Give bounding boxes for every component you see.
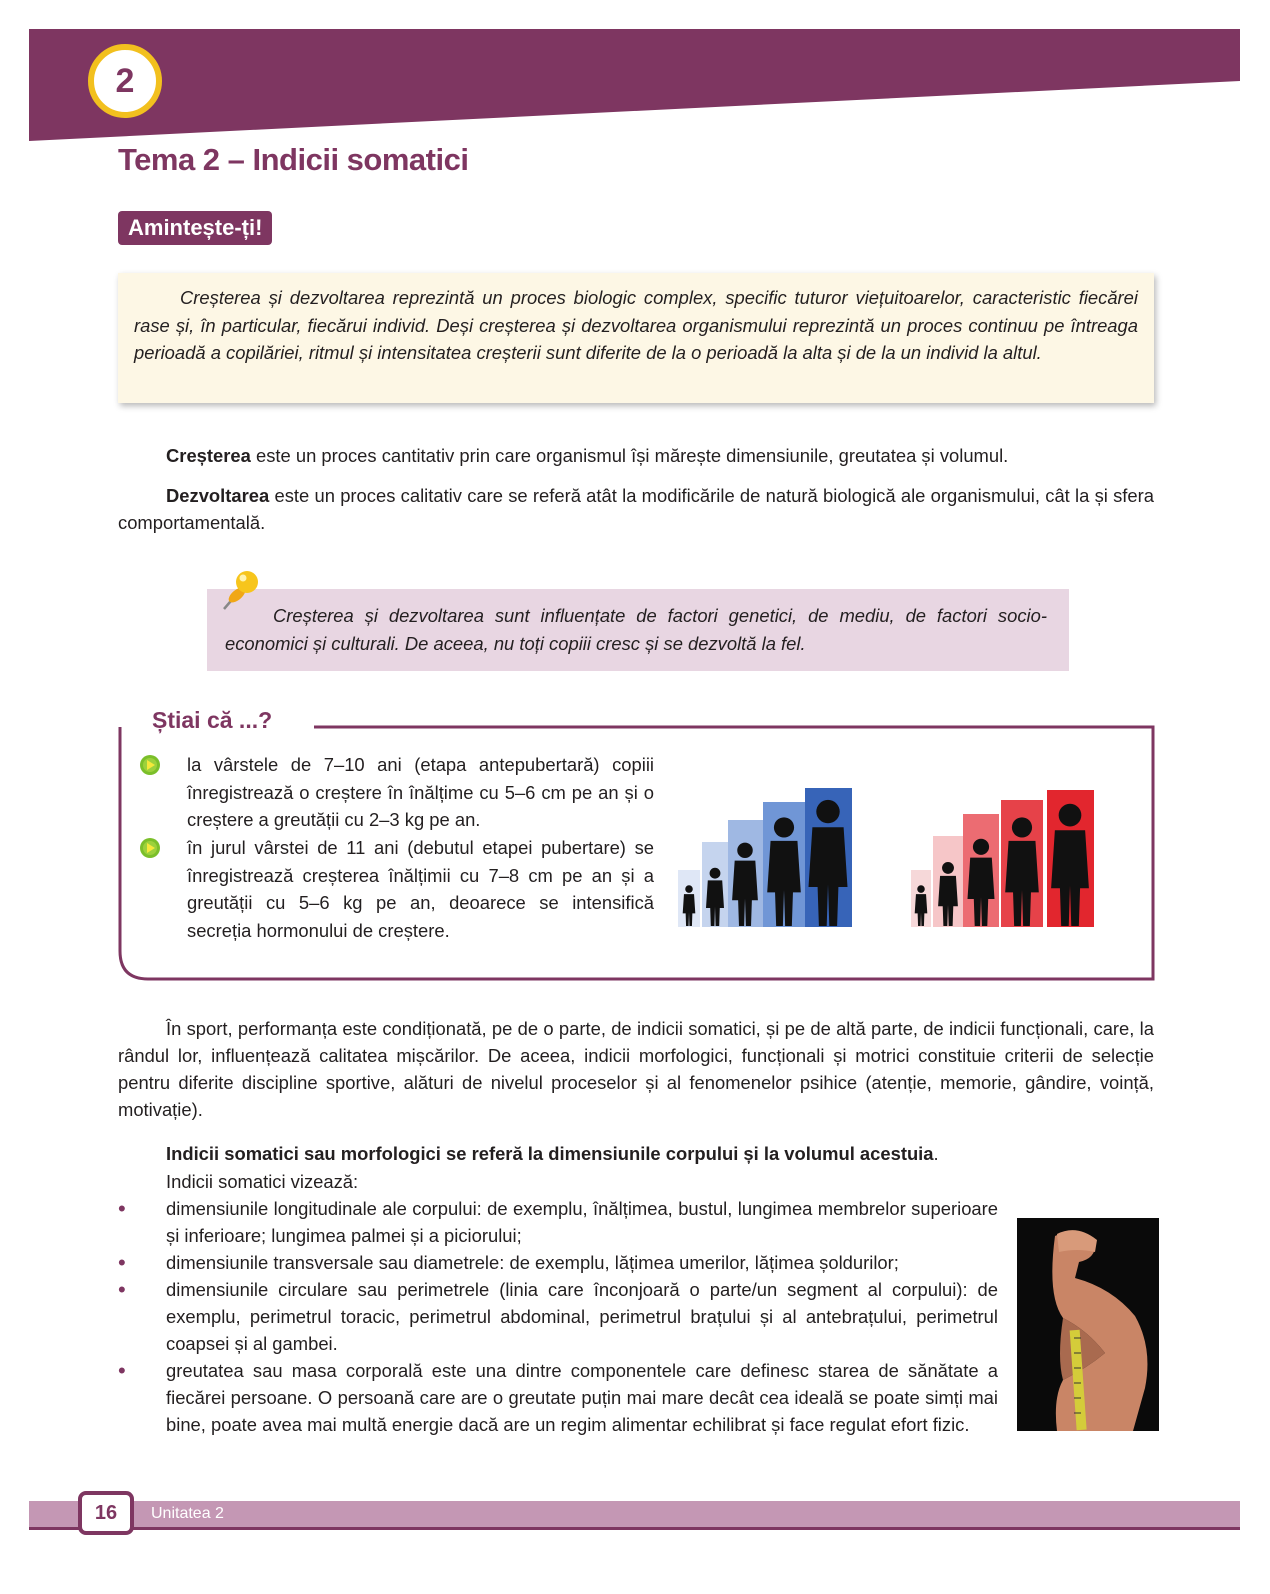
bullet-dot-icon: •	[118, 1250, 126, 1275]
growth-definition	[118, 442, 1154, 469]
footer-unit-label: Unitatea 2	[151, 1505, 224, 1522]
bullet-dot-icon: •	[118, 1277, 126, 1302]
bullet-dot-icon: •	[118, 1196, 126, 1221]
list-item-text: dimensiunile longitudinale ale corpului: de exemplu, înălțimea, bustul, lungimea membrelor superioare și inferioare; lungimea palmei și a piciorului;	[166, 1198, 998, 1246]
list-item	[118, 1357, 998, 1438]
remember-label: Amintește-ți!	[118, 211, 272, 245]
list-item	[118, 1276, 998, 1357]
list-item-text: dimensiunile circulare sau perimetrele (linia care înconjoară o parte/un segment al corpului): de exemplu, perimetrul toracic, perimetrul abdominal, perimetrul brațului și al antebrațului, perimetrul coapsei și al gambei.	[166, 1279, 998, 1354]
somatic-lead-end: .	[933, 1143, 939, 1164]
growth-silhouettes-illustration	[668, 770, 1146, 930]
note-box	[207, 589, 1069, 671]
play-bullet-icon	[139, 754, 161, 776]
page-number-text: 16	[94, 1501, 118, 1524]
chapter-number: 2	[115, 61, 135, 100]
growth-term: Creșterea	[166, 445, 251, 466]
intro-text: Creșterea și dezvoltarea reprezintă un proces biologic complex, specific tuturor viețuitoarelor, caracteristic fiecărei rase și, în particular, fiecărui individ. Deși creșterea și dezvoltarea organismului reprezintă un proces continuu pe întreaga perioadă a copilăriei, ritmul și intensitatea creșterii sunt diferite de la o perioadă la alta și de la un individ la altul.	[134, 287, 1138, 363]
growth-text: este un proces cantitativ prin care organismul își mărește dimensiunile, greutatea și volumul.	[250, 445, 1009, 466]
female-growth-group	[911, 790, 1094, 927]
chapter-badge	[88, 44, 162, 118]
development-text: este un proces calitativ care se referă atât la modificările de natură biologică ale organismului, cât la și sfera comportamentală.	[118, 485, 1154, 533]
development-term: Dezvoltarea	[166, 485, 270, 506]
pushpin-icon	[218, 569, 262, 613]
somatic-lead-bold: Indicii somatici sau morfologici se referă la dimensiunile corpului și la volumul acestuia	[166, 1143, 934, 1164]
development-definition	[118, 482, 1154, 536]
header-band	[29, 29, 1240, 141]
somatic-target-intro: Indicii somatici vizează:	[166, 1171, 359, 1192]
list-item-text: greutatea sau masa corporală este una dintre componentele care definesc starea de sănătate a fiecărei persoane. O persoană care are o greutate puțin mai mare decât cea ideală se poate simți mai bine, poate avea mai multă energie dacă are un regim alimentar echilibrat și face regulat efort fizic.	[166, 1360, 998, 1435]
did-you-know-title: Știai că ...?	[148, 707, 282, 734]
bullet-dot-icon: •	[118, 1358, 126, 1383]
list-item	[118, 1249, 998, 1276]
list-item	[118, 1195, 998, 1249]
intro-box	[118, 273, 1154, 403]
somatic-bullet-list	[118, 1195, 998, 1438]
play-bullet-icon	[139, 837, 161, 859]
page-title: Tema 2 – Indicii somatici	[118, 142, 469, 177]
note-text: Creșterea și dezvoltarea sunt influențate de factori genetici, de mediu, de factori socio-economici și culturali. De aceea, nu toți copiii cresc și se dezvoltă la fel.	[225, 605, 1047, 654]
footer-line	[29, 1527, 1240, 1530]
somatic-lead	[118, 1140, 1154, 1167]
list-item-text: dimensiunile transversale sau diametrele: de exemplu, lățimea umerilor, lățimea șoldurilor;	[166, 1252, 899, 1273]
did-you-know-item: în jurul vârstei de 11 ani (debutul etapei pubertare) se înregistrează creșterea înălțimii cu 7–8 cm pe an și a greutății cu 5–6 kg pe an, deoarece se intensifică secreția hormonului de creștere.	[187, 837, 654, 941]
page-number	[78, 1491, 134, 1535]
sport-paragraph: În sport, performanța este condiționată, pe de o parte, de indicii somatici, și pe de altă parte, de indicii funcționali, care, la rândul lor, influențează calitatea mișcărilor. De aceea, indicii morfologici, funcționali și motrici constituie criterii de selecție pentru diferite discipline sportive, alături de nivelul proceselor și al fenomenelor psihice (atenție, memorie, gândire, voință, motivație).	[118, 1018, 1154, 1120]
flexed-arm-measuring-tape-photo	[1017, 1218, 1159, 1431]
did-you-know-item: la vârstele de 7–10 ani (etapa antepubertară) copiii înregistrează o creștere în înălțime cu 5–6 cm pe an și o creștere a greutății cu 2–3 kg pe an.	[187, 754, 654, 830]
male-growth-group	[678, 788, 852, 927]
